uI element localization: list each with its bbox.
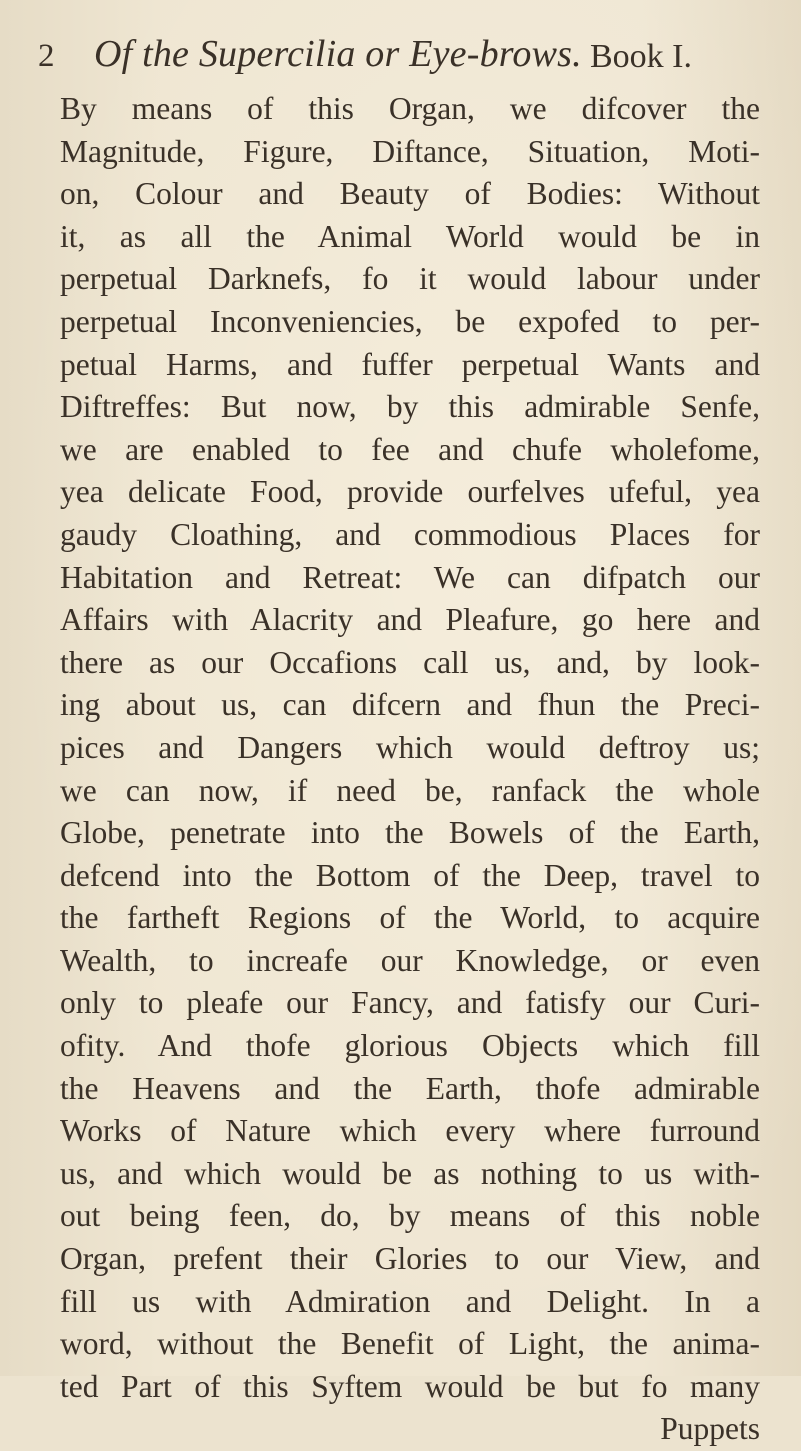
text-line: yea delicate Food, provide ourfelves ufeful, yea xyxy=(60,474,760,510)
text-line: out being feen, do, by means of this noble xyxy=(60,1198,760,1234)
text-line: Works of Nature which every where furround xyxy=(60,1113,760,1149)
text-line: perpetual Inconveniencies, be expofed to per- xyxy=(60,303,760,339)
text-line: defcend into the Bottom of the Deep, travel to xyxy=(60,857,760,893)
text-line: we are enabled to fee and chufe wholefome, xyxy=(60,431,760,467)
text-line: Globe, penetrate into the Bowels of the Earth, xyxy=(60,815,760,851)
text-line: ing about us, can difcern and fhun the Preci- xyxy=(60,687,760,723)
text-line: petual Harms, and fuffer perpetual Wants and xyxy=(60,346,760,382)
text-line: gaudy Cloathing, and commodious Places for xyxy=(60,516,760,552)
text-line: Habitation and Retreat: We can difpatch our xyxy=(60,559,760,595)
catchword: Puppets xyxy=(660,1411,760,1447)
text-line: only to pleafe our Fancy, and fatisfy our Curi- xyxy=(60,985,760,1021)
running-title: Of the Supercilia or Eye-brows. xyxy=(94,33,582,75)
text-line: Organ, prefent their Glories to our View, and xyxy=(60,1241,760,1277)
text-line: ofity. And thofe glorious Objects which fill xyxy=(60,1028,760,1064)
text-line: Affairs with Alacrity and Pleafure, go here and xyxy=(60,602,760,638)
text-line: Diftreffes: But now, by this admirable Senfe, xyxy=(60,389,760,425)
text-line: it, as all the Animal World would be in xyxy=(60,218,760,254)
text-line: on, Colour and Beauty of Bodies: Without xyxy=(60,176,760,212)
text-line: pices and Dangers which would deftroy us; xyxy=(60,729,760,765)
text-line: fill us with Admiration and Delight. In a xyxy=(60,1283,760,1319)
text-line: ted Part of this Syftem would be but fo many xyxy=(60,1368,760,1404)
text-line: word, without the Benefit of Light, the anima- xyxy=(60,1326,760,1362)
text-line: there as our Occafions call us, and, by look- xyxy=(60,644,760,680)
book-label: Book I. xyxy=(590,38,692,75)
text-line: Magnitude, Figure, Diftance, Situation, Moti- xyxy=(60,133,760,169)
body-text xyxy=(60,88,760,1451)
text-line: the Heavens and the Earth, thofe admirable xyxy=(60,1070,760,1106)
text-line: By means of this Organ, we difcover the xyxy=(60,91,760,126)
text-line: the fartheft Regions of the World, to acquire xyxy=(60,900,760,936)
text-line: us, and which would be as nothing to us with- xyxy=(60,1155,760,1191)
page-header xyxy=(36,24,776,84)
text-line: Wealth, to increafe our Knowledge, or even xyxy=(60,942,760,978)
page-number: 2 xyxy=(38,38,55,74)
text-line: we can now, if need be, ranfack the whole xyxy=(60,772,760,808)
text-line: perpetual Darknefs, fo it would labour under xyxy=(60,261,760,297)
